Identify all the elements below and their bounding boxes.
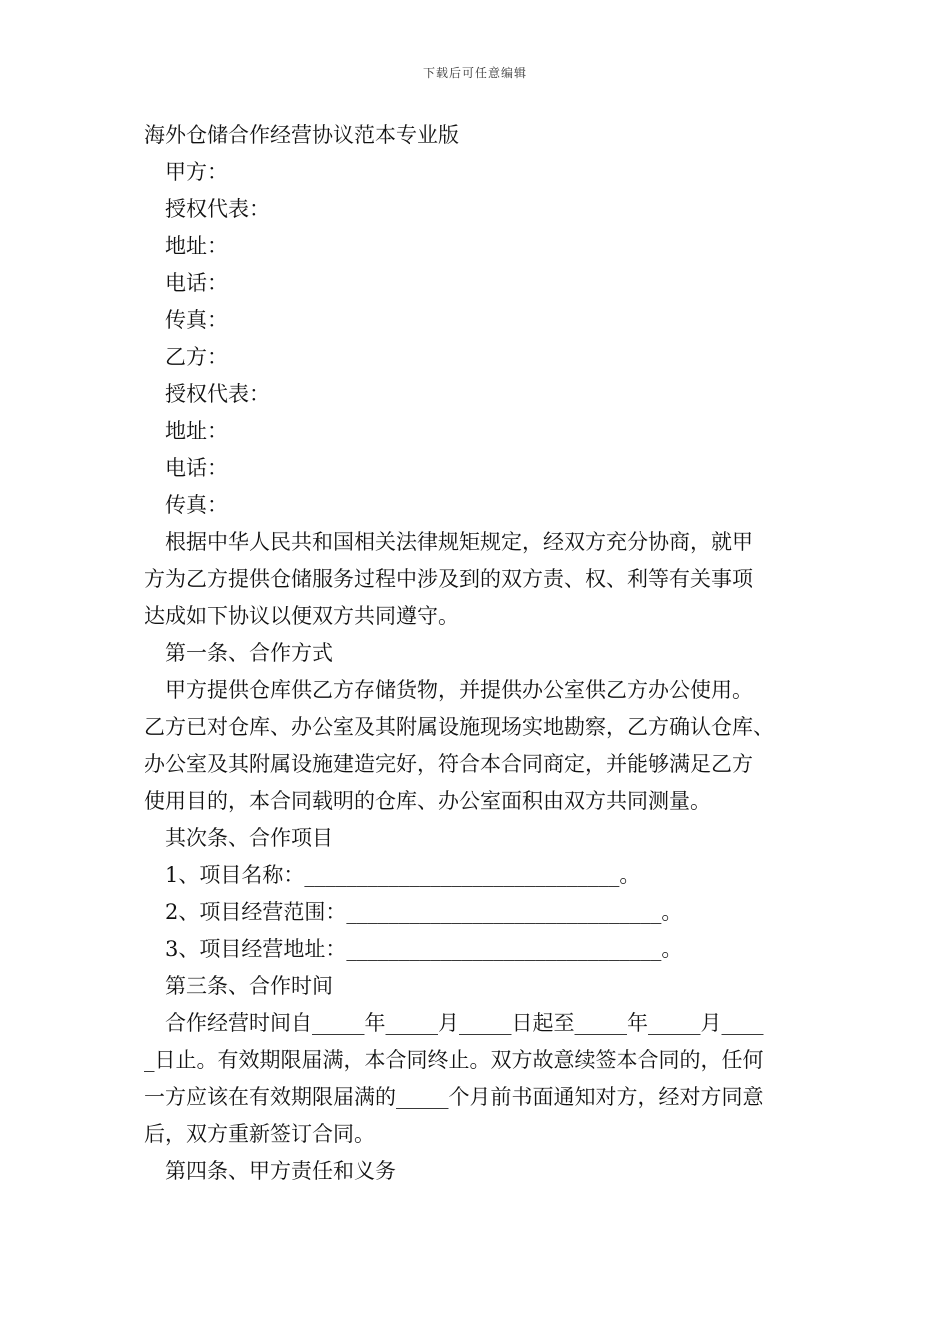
- party-a-rep-label: 授权代表：: [165, 197, 270, 221]
- document-title: 海外仓储合作经营协议范本专业版: [144, 123, 459, 147]
- party-b-fax-label: 传真：: [165, 493, 228, 517]
- article-1-line: 使用目的，本合同载明的仓库、办公室面积由双方共同测量。: [144, 789, 711, 813]
- article-3-heading: 第三条、合作时间: [165, 974, 333, 998]
- article-4-heading: 第四条、甲方责任和义务: [165, 1159, 396, 1183]
- article-1-line: 办公室及其附属设施建造完好，符合本合同商定，并能够满足乙方: [144, 752, 753, 776]
- page-header-note: 下载后可任意编辑: [422, 66, 527, 80]
- article-2-item: 3、项目经营地址：______________________________。: [165, 937, 683, 961]
- party-b-phone-label: 电话：: [165, 456, 228, 480]
- article-3-line: 一方应该在有效期限届满的_____个月前书面通知对方，经对方同意: [144, 1085, 764, 1109]
- article-1-heading: 第一条、合作方式: [165, 641, 333, 665]
- party-a-address-label: 地址：: [165, 234, 228, 258]
- party-b-name-label: 乙方：: [165, 345, 228, 369]
- article-3-line: _日止。有效期限届满，本合同终止。双方故意续签本合同的，任何: [144, 1048, 764, 1072]
- party-a-fax-label: 传真：: [165, 308, 228, 332]
- article-2-heading: 其次条、合作项目: [165, 826, 333, 850]
- party-b-address-label: 地址：: [165, 419, 228, 443]
- article-1-line: 甲方提供仓库供乙方存储货物，并提供办公室供乙方办公使用。: [165, 678, 753, 702]
- party-a-phone-label: 电话：: [165, 271, 228, 295]
- article-2-item: 2、项目经营范围：______________________________。: [165, 900, 683, 924]
- document-body: [144, 117, 824, 1190]
- preamble-line: 达成如下协议以便双方共同遵守。: [144, 604, 459, 628]
- article-3-line: 后，双方重新签订合同。: [144, 1122, 375, 1146]
- article-3-line: 合作经营时间自_____年_____月_____日起至_____年_____月____: [165, 1011, 764, 1035]
- article-1-line: 乙方已对仓库、办公室及其附属设施现场实地勘察，乙方确认仓库、: [144, 715, 774, 739]
- preamble-line: 根据中华人民共和国相关法律规矩规定，经双方充分协商，就甲: [165, 530, 753, 554]
- party-a-name-label: 甲方：: [165, 160, 228, 184]
- article-2-item: 1、项目名称：______________________________。: [165, 863, 641, 887]
- party-b-rep-label: 授权代表：: [165, 382, 270, 406]
- preamble-line: 方为乙方提供仓储服务过程中涉及到的双方责、权、利等有关事项: [144, 567, 753, 591]
